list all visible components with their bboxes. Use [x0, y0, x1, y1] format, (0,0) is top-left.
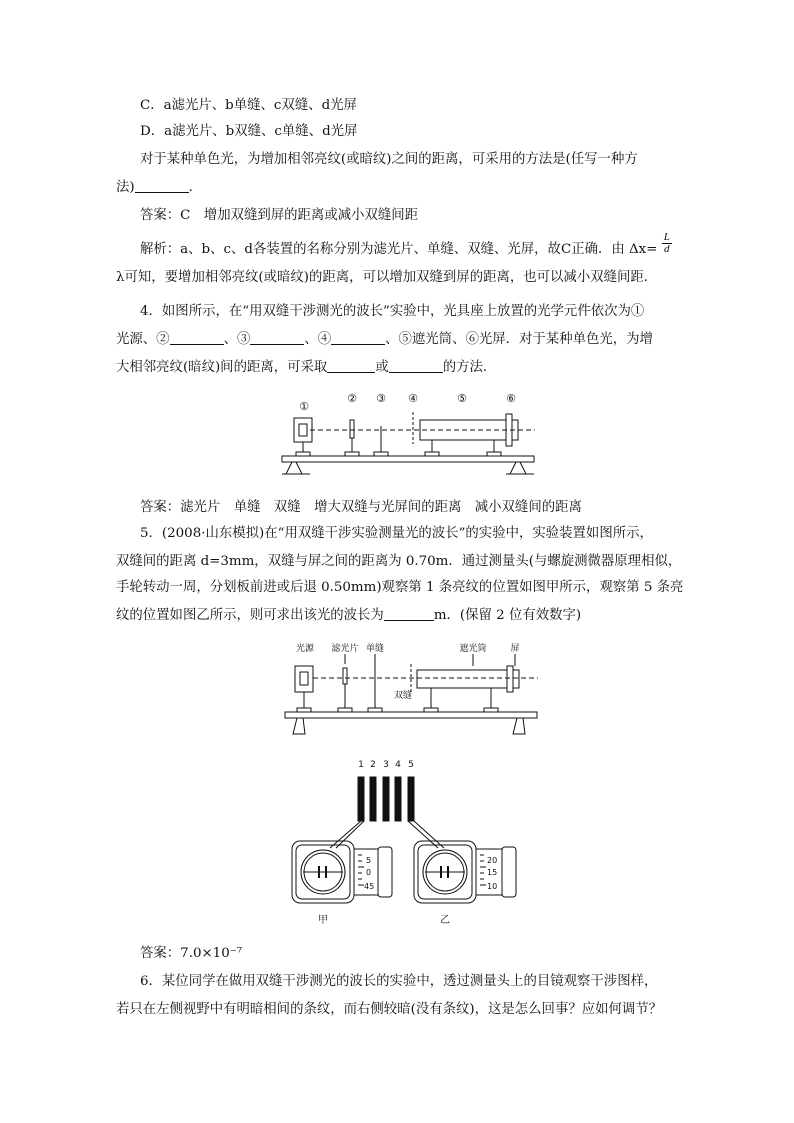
label-5: ⑤: [457, 392, 467, 405]
q4-text-d: 、⑤遮光筒、⑥光屏．对于某种单色光，为增: [385, 332, 653, 347]
answer-blank: [384, 606, 434, 621]
dial-yi-tick-10: 10: [487, 882, 498, 891]
q3-answer: 答案：C 增加双缝到屏的距离或减小双缝间距: [140, 208, 419, 223]
q4-text-e: 大相邻亮纹(暗纹)间的距离，可采取: [116, 360, 328, 375]
label-filter: 滤光片: [331, 644, 359, 654]
q3-question-text: 法): [116, 180, 135, 195]
answer-blank: [327, 358, 375, 373]
dial-yi: [414, 841, 516, 903]
fringe-2: [370, 777, 376, 821]
label-1: ①: [299, 400, 309, 413]
label-tube: 遮光筒: [459, 644, 487, 654]
q4-answer: 答案：滤光片 单缝 双缝 增大双缝与光屏间的距离 减小双缝间的距离: [140, 500, 582, 515]
fringe-number-2: 2: [370, 760, 376, 770]
label-single-slit: 单缝: [365, 644, 385, 654]
q5-line4: [116, 606, 581, 626]
q3-question-end: ．: [188, 180, 203, 195]
q6-line2: 若只在左侧视野中有明暗相间的条纹，而右侧较暗(没有条纹)，这是怎么回事？应如何调节？: [116, 1002, 663, 1017]
fraction-numerator: L: [663, 231, 670, 243]
label-screen: 屏: [510, 644, 520, 654]
dial-jia-tick-45: 45: [364, 882, 375, 891]
answer-blank: [389, 358, 443, 373]
caption-yi: 乙: [440, 915, 450, 926]
q5-answer: 答案：7.0×10⁻⁷: [140, 946, 243, 961]
fringe-5: [408, 777, 414, 821]
label-6: ⑥: [506, 392, 516, 405]
option-d: D．a滤光片、b双缝、c单缝、d光屏: [140, 124, 358, 139]
label-2: ②: [347, 392, 357, 405]
q3-question-line2: [116, 178, 202, 198]
q3-question-line1: 对于某种单色光，为增加相邻亮纹(或暗纹)之间的距离，可采用的方法是(任写一种方: [140, 152, 638, 167]
fringe-number-3: 3: [383, 760, 389, 770]
q4-text-g: 的方法．: [442, 360, 497, 375]
fringe-number-4: 4: [395, 760, 401, 770]
q4-line1: 4．如图所示，在“用双缝干涉测光的波长”实验中，光具座上放置的光学元件依次为①: [140, 304, 645, 319]
q3-analysis-line1: [140, 231, 672, 261]
answer-blank: [331, 330, 385, 345]
dial-jia-tick-5: 5: [366, 856, 372, 865]
label-3: ③: [376, 392, 386, 405]
q3-analysis-line2: λ可知，要增加相邻亮纹(或暗纹)的距离，可以增加双缝到屏的距离，也可以减小双缝间距．: [116, 270, 658, 285]
optical-bench-figure: [280, 390, 540, 482]
fringe-4: [395, 777, 401, 821]
fringe-3: [383, 777, 389, 821]
option-c: C．a滤光片、b单缝、c双缝、d光屏: [140, 98, 357, 113]
measurement-figure: [288, 755, 538, 933]
answer-blank: [250, 330, 304, 345]
q4-line2: [116, 330, 653, 350]
answer-blank: [170, 330, 224, 345]
fringe-number-5: 5: [408, 760, 414, 770]
dial-yi-tick-15: 15: [487, 868, 498, 877]
fraction-denominator: d: [664, 243, 670, 255]
dial-jia: [292, 841, 392, 903]
answer-blank: [135, 178, 189, 193]
q5-line2: 双缝间的距离 d=3mm，双缝与屏之间的距离为 0.70m．通过测量头(与螺旋测微器原理相似，: [116, 554, 682, 569]
caption-jia: 甲: [318, 915, 328, 926]
dial-jia-tick-0: 0: [366, 868, 372, 877]
fraction-l-over-d: [662, 232, 672, 255]
dial-yi-tick-20: 20: [487, 856, 498, 865]
q4-text-a: 光源、②: [116, 332, 170, 347]
q3-analysis-text: 解析：a、b、c、d各装置的名称分别为滤光片、单缝、双缝、光屏，故C正确．由 Δx=: [140, 242, 658, 257]
label-double-slit: 双缝: [393, 691, 413, 701]
fringe-number-1: 1: [358, 760, 364, 770]
q5-text-a: 纹的位置如图乙所示，则可求出该光的波长为: [116, 608, 384, 623]
q4-line3: [116, 358, 496, 378]
q5-line1: 5．(2008·山东模拟)在“用双缝干涉实验测量光的波长”的实验中，实验装置如图所示，: [140, 526, 653, 541]
q4-text-f: 或: [375, 360, 389, 375]
label-source: 光源: [295, 644, 315, 654]
q4-text-c: 、④: [304, 332, 332, 347]
q6-line1: 6．某位同学在做用双缝干涉测光的波长的实验中，透过测量头上的目镜观察干涉图样，: [140, 974, 658, 989]
apparatus-figure: [283, 638, 543, 742]
q5-text-b: m．(保留 2 位有效数字): [433, 608, 582, 623]
q4-text-b: 、③: [223, 332, 251, 347]
fringe-1: [358, 777, 364, 821]
q5-line3: 手轮转动一周，分划板前进或后退 0.50mm)观察第 1 条亮纹的位置如图甲所示，观察第 5 条亮: [116, 580, 684, 595]
label-4: ④: [408, 392, 418, 405]
